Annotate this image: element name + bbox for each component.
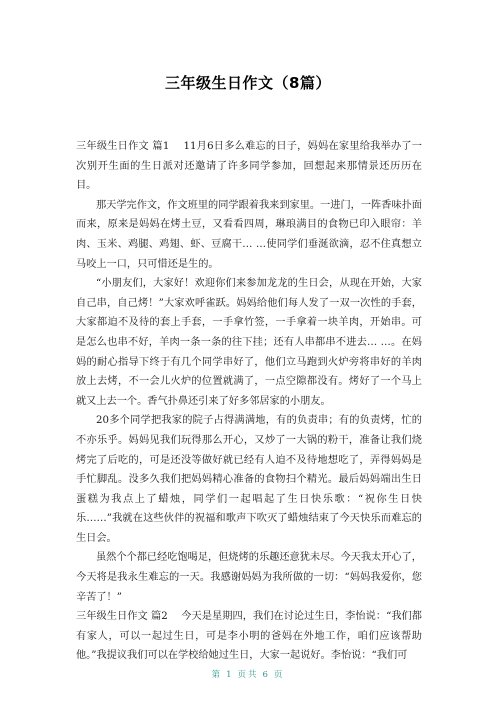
paragraph-1: 三年级生日作文 篇1 11月6日多么难忘的日子，妈妈在家里给我举办了一次别开生面的生日派对还邀请了许多同学参加，回想起来那情景还历历在目。 bbox=[76, 141, 422, 192]
footer-label-of: 页共 bbox=[237, 670, 259, 680]
page-footer bbox=[0, 668, 496, 680]
paragraph-3: “小朋友们，大家好！欢迎你们来参加龙龙的生日会，从现在开始，大家自己串，自己烤！”大家欢呼雀跃。妈妈给他们每人发了一双一次性的手套，大家都迫不及待的套上手套，一手拿竹签，一手拿着一块羊肉，开始串。可是怎么也串不好，羊肉一条一条的往下挂；还有人串都串不进去… …。在妈妈的耐心指导下终于有几个同学串好了，他们立马跑到火炉旁将串好的羊肉放上去烤，不一会儿火炉的位置就满了，一点空隙都没有。烤好了一个马上就又上去一个。香气扑鼻还引来了好多邻居家的小朋友。 bbox=[76, 278, 422, 407]
paragraph-2: 那天学完作文，作文班里的同学跟着我来到家里。一进门，一阵香味扑面而来，原来是妈妈在烤土豆，又看看四周，琳琅满目的食物已印入眼帘：羊肉、玉米、鸡腿、鸡翅、虾、豆腐干… …使同学们垂涎欲滴，忍不住真想立马咬上一口，只可惜还是生的。 bbox=[76, 199, 422, 270]
footer-total-pages: 6 bbox=[262, 670, 270, 680]
document-title: 三年级生日作文（8篇） bbox=[165, 74, 331, 92]
footer-current-page: 1 bbox=[226, 670, 234, 680]
document-body bbox=[76, 137, 422, 666]
paragraph-6: 三年级生日作文 篇2 今天是星期四，我们在讨论过生日，李怡说：“我们都有家人，可以一起过生日，可是李小明的爸妈在外地工作，咱们应该帮助他。”我提议我们可以在学校给她过生日，大家一起说好。李怡说：“我们可 bbox=[76, 611, 422, 662]
paragraph-5: 虽然个个都已经吃饱喝足，但烧烤的乐趣还意犹未尽。今天我太开心了，今天将是我永生难忘的一天。我感谢妈妈为我所做的一切：“妈妈我爱你，您辛苦了！” bbox=[76, 552, 422, 603]
footer-label-end: 页 bbox=[273, 670, 285, 680]
paragraph-4: 20多个同学把我家的院子占得满满地，有的负责串；有的负责烤，忙的不亦乐乎。妈妈见我们玩得那么开心，又炒了一大锅的粉干，准备让我们烧烤完了后吃的，可是还没等做好就已经有人迫不及待地想吃了，弄得妈妈是手忙脚乱。没多久我们把妈妈精心准备的食物扫个精光。最后妈妈端出生日蛋糕为我点上了蜡烛，同学们一起唱起了生日快乐歌：“祝你生日快乐……”我就在这些伙伴的祝福和歌声下吹灭了蜡烛结束了今天快乐而难忘的生日会。 bbox=[76, 415, 422, 544]
footer-label-page: 第 bbox=[211, 670, 223, 680]
